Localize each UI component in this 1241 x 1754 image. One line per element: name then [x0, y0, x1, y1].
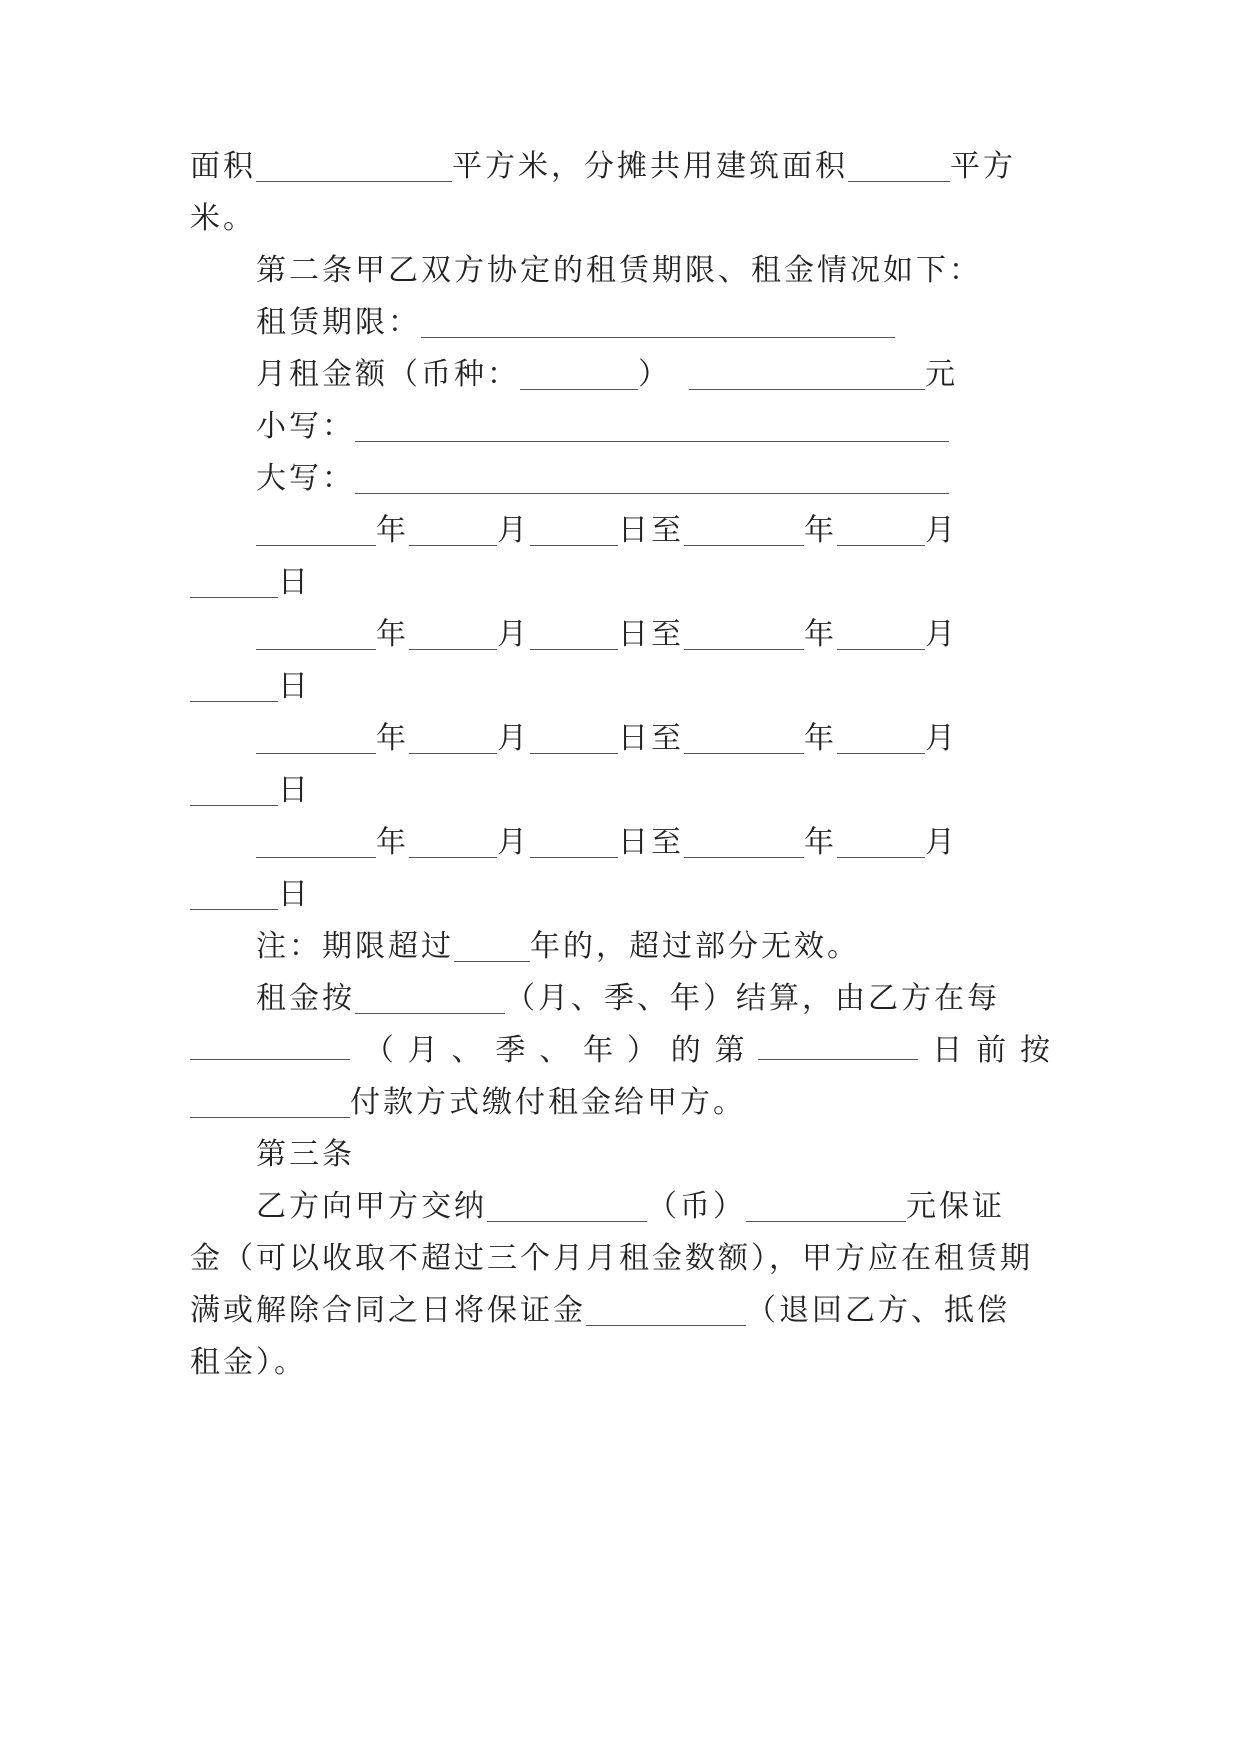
blank-currency[interactable]	[520, 359, 638, 390]
term-limit-note	[256, 925, 1050, 969]
deposit-line-3	[190, 1289, 1050, 1333]
blank-end-day[interactable]	[190, 879, 278, 910]
blank-end-month[interactable]	[837, 515, 925, 546]
text-deposit-prefix: 乙方向甲方交纳	[256, 1189, 487, 1224]
text-lowercase: 小写：	[256, 409, 355, 444]
blank-end-month[interactable]	[837, 723, 925, 754]
text-settlement: （月、季、年）结算，由乙方在每	[505, 981, 1000, 1016]
text-month: 月	[925, 721, 958, 756]
text-uppercase: 大写：	[256, 461, 355, 496]
text-year: 年	[376, 825, 409, 860]
blank-end-day[interactable]	[190, 671, 278, 702]
blank-start-year[interactable]	[256, 515, 376, 546]
blank-deposit-handling[interactable]	[586, 1295, 746, 1326]
blank-settlement-period[interactable]	[355, 983, 505, 1014]
text-rent-by: 租金按	[256, 981, 355, 1016]
text-lease-term: 租赁期限：	[256, 305, 421, 340]
blank-end-month[interactable]	[837, 619, 925, 650]
blank-start-month[interactable]	[409, 723, 497, 754]
text-square: 平方	[950, 149, 1016, 184]
settlement-line-3	[190, 1081, 1050, 1125]
text-day: 日	[278, 565, 311, 600]
text-note-prefix: 注：期限超过	[256, 929, 454, 964]
text-note-suffix: 年的，超过部分无效。	[530, 929, 860, 964]
text-open-paren: （	[363, 1033, 394, 1068]
text-day: 日	[278, 669, 311, 704]
blank-rent-amount[interactable]	[689, 359, 925, 390]
blank-start-day[interactable]	[530, 619, 618, 650]
text-monthly-rent: 月租金额（币种：	[256, 357, 520, 392]
period-row-2	[256, 613, 1050, 657]
blank-lowercase[interactable]	[355, 411, 949, 442]
text-month: 月	[497, 513, 530, 548]
text-currency: （币）	[647, 1189, 746, 1224]
period-row-1	[256, 509, 1050, 553]
blank-end-day[interactable]	[190, 567, 278, 598]
text-day: 日	[278, 877, 311, 912]
text-payment-method: 付款方式缴付租金给甲方。	[350, 1085, 746, 1120]
blank-start-year[interactable]	[256, 619, 376, 650]
text-di: 第	[714, 1033, 745, 1068]
period-row-4	[256, 821, 1050, 865]
period-row-4-cont	[190, 873, 1050, 917]
article-three-heading: 第三条	[256, 1137, 355, 1172]
blank-end-year[interactable]	[684, 723, 804, 754]
area-line	[190, 145, 1050, 189]
lowercase-amount-line	[256, 405, 1050, 449]
blank-start-year[interactable]	[256, 827, 376, 858]
text-month: 月	[497, 721, 530, 756]
text-by: 按	[1019, 1033, 1050, 1068]
period-row-2-cont	[190, 665, 1050, 709]
blank-start-month[interactable]	[409, 515, 497, 546]
text-day-to: 日至	[618, 617, 684, 652]
settlement-line-1	[256, 977, 1050, 1021]
blank-end-month[interactable]	[837, 827, 925, 858]
text-area-label: 面积	[190, 149, 256, 184]
period-row-3	[256, 717, 1050, 761]
blank-uppercase[interactable]	[355, 463, 949, 494]
text-year: 年	[804, 617, 837, 652]
text-day-to: 日至	[618, 825, 684, 860]
text-day: 日	[932, 1033, 963, 1068]
blank-start-year[interactable]	[256, 723, 376, 754]
blank-deposit-amount[interactable]	[746, 1191, 906, 1222]
deposit-line-4: 租金）。	[190, 1345, 307, 1380]
text-day: 日	[278, 773, 311, 808]
deposit-line-1	[256, 1185, 1050, 1229]
line-sqm-end: 米。	[190, 201, 256, 236]
text-day-to: 日至	[618, 721, 684, 756]
blank-lease-term[interactable]	[421, 307, 895, 338]
text-year: 年	[376, 721, 409, 756]
blank-max-years[interactable]	[454, 931, 530, 962]
text-yuan-deposit: 元保证	[906, 1189, 1005, 1224]
blank-deposit-currency[interactable]	[487, 1191, 647, 1222]
text-paren-close: ）	[638, 357, 671, 392]
text-month: 月	[407, 1033, 438, 1068]
blank-start-month[interactable]	[409, 619, 497, 650]
text-yuan: 元	[925, 357, 958, 392]
text-month: 月	[925, 825, 958, 860]
text-month: 月	[925, 617, 958, 652]
period-row-1-cont	[190, 561, 1050, 605]
deposit-line-2: 金（可以收取不超过三个月月租金数额），甲方应在租赁期	[190, 1241, 1033, 1276]
blank-payment-method[interactable]	[190, 1087, 350, 1118]
lease-term-line	[256, 301, 1050, 345]
blank-shared-area[interactable]	[848, 151, 950, 182]
blank-start-day[interactable]	[530, 827, 618, 858]
settlement-line-2	[190, 1029, 1050, 1073]
uppercase-amount-line	[256, 457, 1050, 501]
text-month: 月	[497, 825, 530, 860]
text-month: 月	[925, 513, 958, 548]
text-shared-area-label: 平方米，分摊共用建筑面积	[452, 149, 848, 184]
text-deposit-return: 满或解除合同之日将保证金	[190, 1293, 586, 1328]
blank-start-day[interactable]	[530, 723, 618, 754]
text-close-paren: ）	[626, 1033, 657, 1068]
text-comma: 、	[539, 1033, 570, 1068]
blank-end-year[interactable]	[684, 515, 804, 546]
text-de: 的	[670, 1033, 701, 1068]
blank-payment-day[interactable]	[758, 1029, 918, 1060]
blank-start-month[interactable]	[409, 827, 497, 858]
text-year: 年	[804, 825, 837, 860]
article-two-heading: 第二条甲乙双方协定的租赁期限、租金情况如下：	[256, 253, 982, 288]
text-month: 月	[497, 617, 530, 652]
blank-end-year[interactable]	[684, 827, 804, 858]
blank-end-year[interactable]	[684, 619, 804, 650]
text-before: 前	[976, 1033, 1007, 1068]
text-comma: 、	[451, 1033, 482, 1068]
text-season: 季	[495, 1033, 526, 1068]
blank-area[interactable]	[256, 151, 452, 182]
blank-each-period[interactable]	[190, 1029, 350, 1060]
text-year: 年	[804, 721, 837, 756]
text-year: 年	[376, 617, 409, 652]
text-day-to: 日至	[618, 513, 684, 548]
blank-start-day[interactable]	[530, 515, 618, 546]
blank-end-day[interactable]	[190, 775, 278, 806]
text-year: 年	[804, 513, 837, 548]
period-row-3-cont	[190, 769, 1050, 813]
text-year: 年	[376, 513, 409, 548]
text-return-options: （退回乙方、抵偿	[746, 1293, 1010, 1328]
monthly-rent-line	[256, 353, 1050, 397]
text-year: 年	[583, 1033, 614, 1068]
